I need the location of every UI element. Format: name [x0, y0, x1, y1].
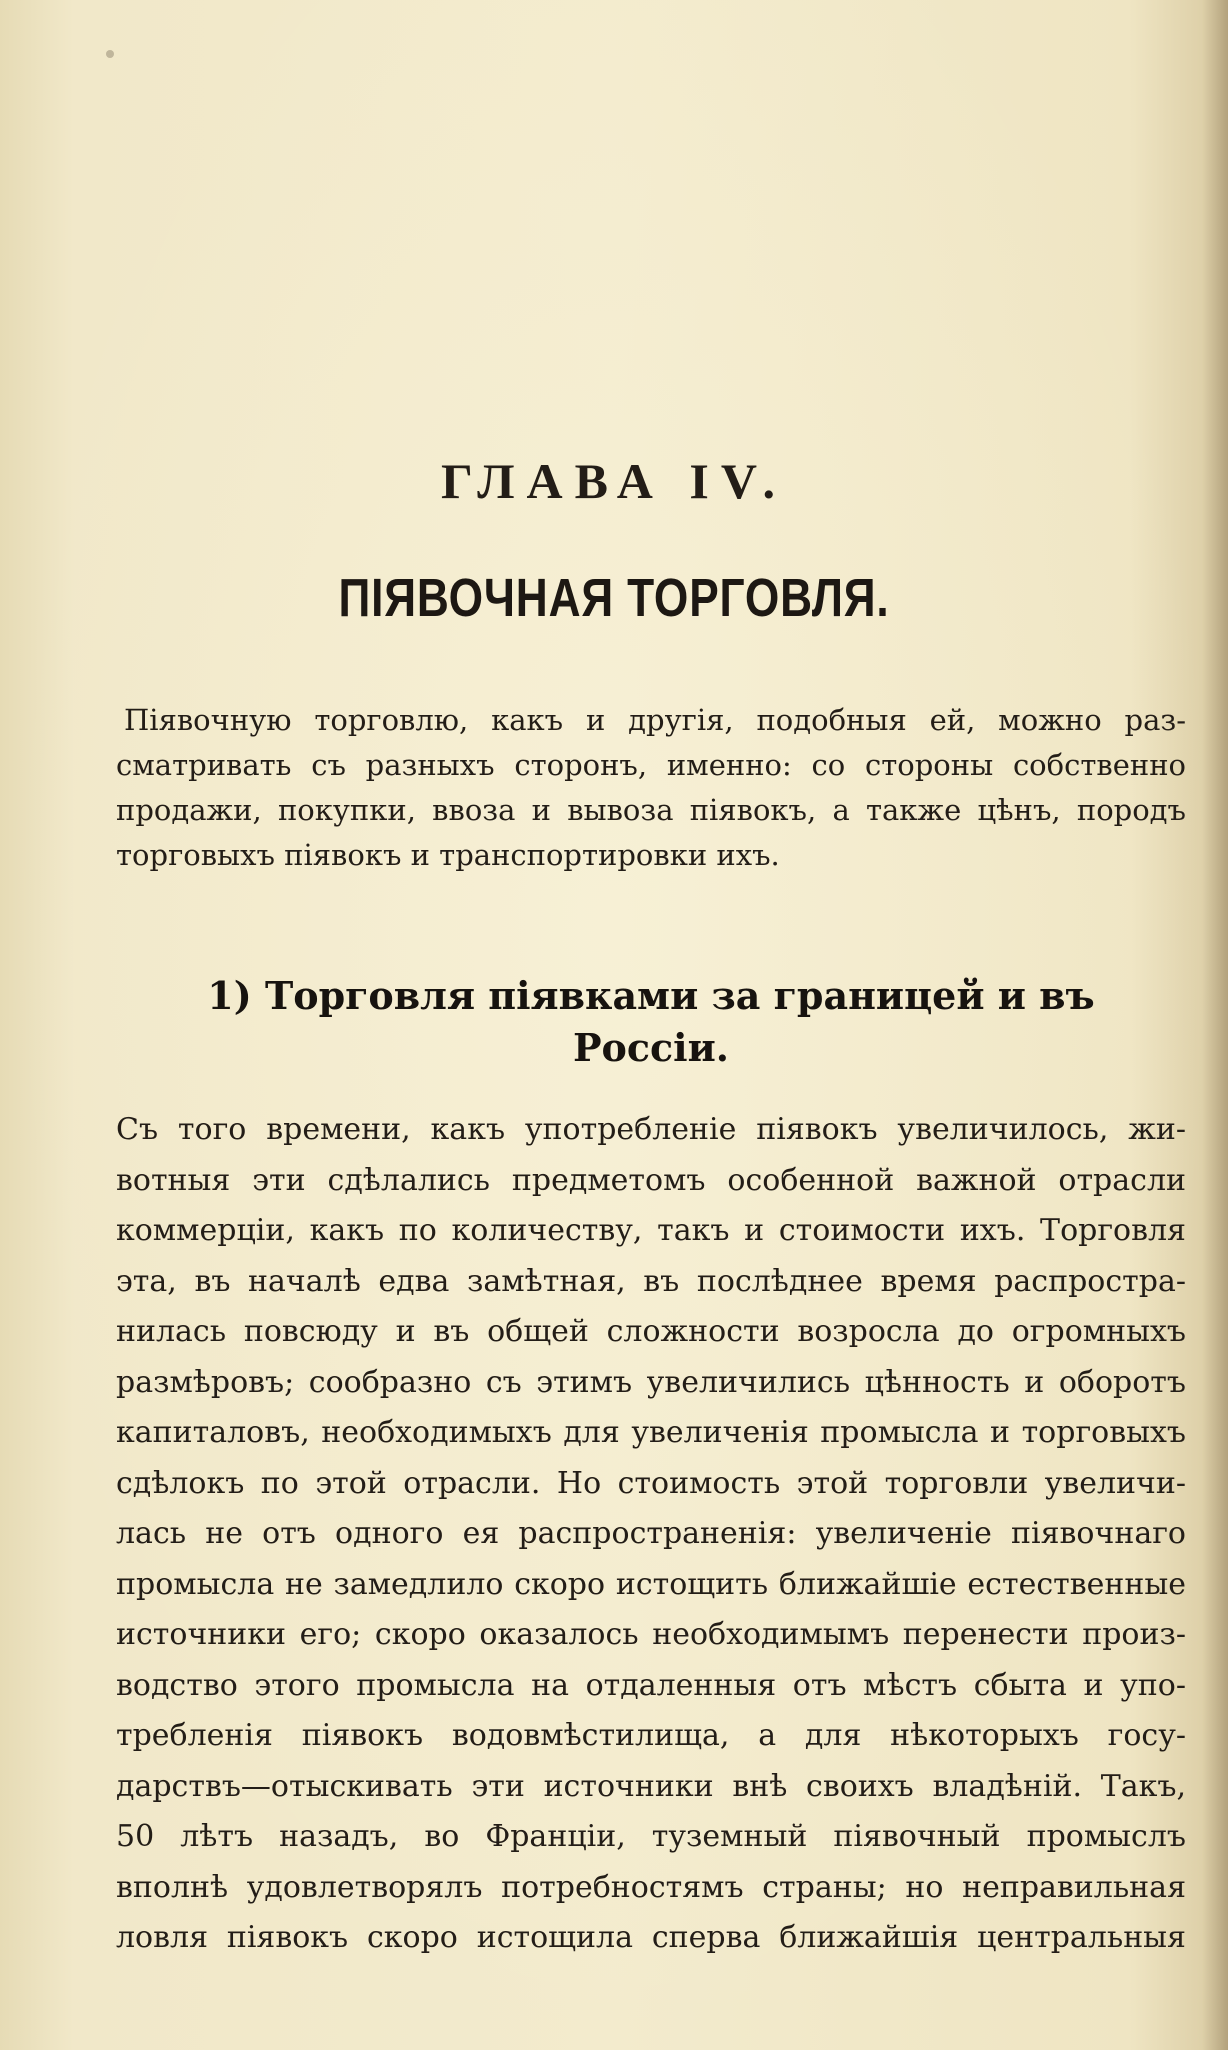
- main-line: вотныя эти сдѣлались предметомъ особенной важной отрасли: [116, 1162, 1186, 1198]
- intro-paragraph: [116, 698, 1186, 878]
- intro-line: сматривать съ разныхъ сторонъ, именно: со стороны собственно: [116, 748, 1186, 782]
- main-line: источники его; скоро оказалось необходимымъ перенести произ-: [116, 1617, 1186, 1652]
- section-heading-line: 1) Торговля піявками за границей и въ: [207, 973, 1095, 1018]
- main-line: ловля піявокъ скоро истощила сперва ближайшія центральныя: [116, 1920, 1186, 1955]
- main-line: эта, въ началѣ едва замѣтная, въ послѣднее время распростра-: [116, 1263, 1186, 1299]
- page-binding-shadow: [1202, 0, 1228, 2050]
- main-paragraph: [116, 1105, 1186, 1964]
- main-line: 50 лѣтъ назадъ, во Франціи, туземный піявочный промыслъ: [116, 1819, 1186, 1854]
- main-line: водство этого промысла на отдаленныя отъ мѣстъ сбыта и упо-: [116, 1667, 1186, 1703]
- main-line: размѣровъ; сообразно съ этимъ увеличились цѣнность и оборотъ: [116, 1364, 1186, 1400]
- chapter-heading: ГЛАВА IV.: [440, 452, 788, 509]
- chapter-title: ПІЯВОЧНАЯ ТОРГОВЛЯ.: [338, 567, 890, 628]
- main-line: Съ того времени, какъ употребленіе піявокъ увеличилось, жи-: [116, 1112, 1186, 1147]
- intro-line: продажи, покупки, ввоза и вывоза піявокъ, а также цѣнъ, породъ: [116, 793, 1186, 827]
- section-heading-line: Россіи.: [572, 1025, 730, 1070]
- paper-speck: [106, 50, 114, 58]
- main-line: капиталовъ, необходимыхъ для увеличенія промысла и торговыхъ: [116, 1415, 1186, 1450]
- section-heading: [116, 970, 1186, 1074]
- main-line: требленія піявокъ водовмѣстилища, а для нѣкоторыхъ госу-: [116, 1718, 1186, 1753]
- main-line: коммерціи, какъ по количеству, такъ и стоимости ихъ. Торговля: [116, 1213, 1186, 1248]
- main-line: лась не отъ одного ея распространенія: увеличеніе піявочнаго: [116, 1516, 1186, 1551]
- main-line: вполнѣ удовлетворялъ потребностямъ страны; но неправильная: [116, 1869, 1186, 1905]
- main-line: дарствъ—отыскивать эти источники внѣ своихъ владѣній. Такъ,: [116, 1768, 1186, 1804]
- intro-line: Піявочную торговлю, какъ и другія, подобныя ей, можно раз-: [124, 703, 1186, 737]
- intro-line: торговыхъ піявокъ и транспортировки ихъ.: [116, 838, 780, 872]
- main-line: нилась повсюду и въ общей сложности возросла до огромныхъ: [116, 1314, 1186, 1349]
- main-line: сдѣлокъ по этой отрасли. Но стоимость этой торговли увеличи-: [116, 1465, 1186, 1501]
- main-line: промысла не замедлило скоро истощить ближайшіе естественные: [116, 1566, 1186, 1602]
